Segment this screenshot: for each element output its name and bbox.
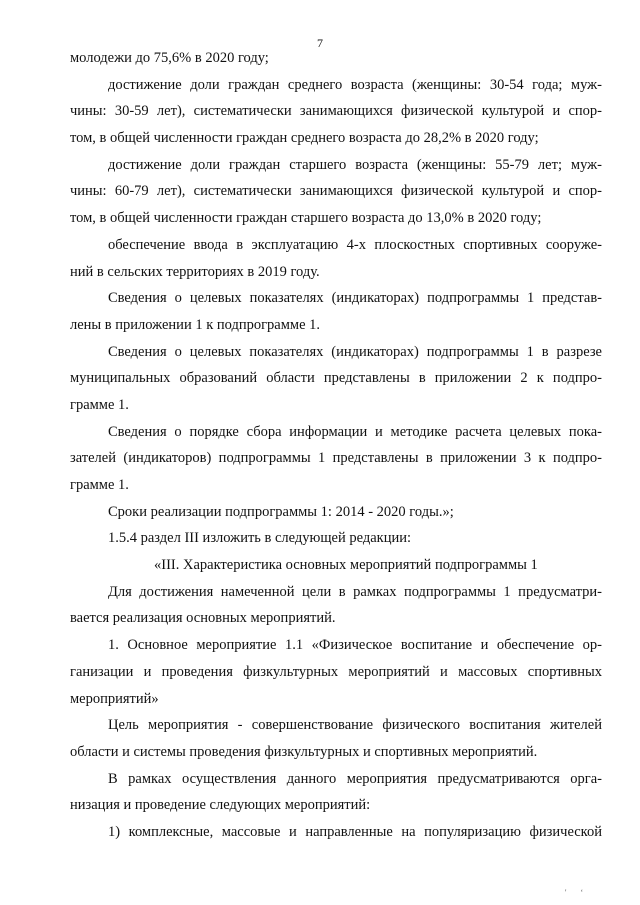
text-line: молодежи до 75,6% в 2020 году;	[70, 50, 269, 66]
text-line: зателей (индикаторов) подпрограммы 1 представлены в приложении 3 к подпро-	[70, 450, 602, 467]
text-line: В рамках осуществления данного мероприятия предусматриваются орга-	[108, 770, 602, 787]
text-line: 1) комплексные, массовые и направленные на популяризацию физической	[108, 823, 602, 840]
text-line: «III. Характеристика основных мероприятий подпрограммы 1	[154, 557, 538, 574]
text-line: низация и проведение следующих мероприятий:	[70, 797, 371, 814]
corner-marks: ' ‘	[565, 888, 590, 897]
text-line: грамме 1.	[70, 396, 129, 413]
text-line: достижение доли граждан среднего возраста (женщины: 30-54 года; муж-	[108, 76, 602, 93]
text-line: том, в общей численности граждан старшего возраста до 13,0% в 2020 году;	[70, 210, 542, 227]
text-line: лены в приложении 1 к подпрограмме 1.	[70, 316, 321, 333]
text-line: 1. Основное мероприятие 1.1 «Физическое воспитание и обеспечение ор-	[108, 637, 602, 654]
text-line: муниципальных образований области представлены в приложении 2 к подпро-	[70, 370, 602, 387]
page-number: 7	[317, 36, 323, 50]
text-line: Сведения о целевых показателях (индикаторах) подпрограммы 1 в разрезе	[108, 343, 602, 360]
text-line: вается реализация основных мероприятий.	[70, 610, 336, 627]
text-line: достижение доли граждан старшего возраста (женщины: 55-79 лет; муж-	[108, 156, 602, 173]
text-line: обеспечение ввода в эксплуатацию 4-х плоскостных спортивных сооруже-	[108, 236, 602, 253]
text-line: чины: 60-79 лет), систематически занимающихся физической культурой и спор-	[70, 183, 602, 200]
text-line: 1.5.4 раздел III изложить в следующей редакции:	[108, 530, 412, 547]
text-line: Сроки реализации подпрограммы 1: 2014 - 2020 годы.»;	[108, 503, 454, 520]
text-line: ганизации и проведения физкультурных мероприятий и массовых спортивных	[70, 663, 602, 680]
text-line: Для достижения намеченной цели в рамках подпрограммы 1 предусматри-	[108, 583, 602, 600]
text-line: том, в общей численности граждан среднего возраста до 28,2% в 2020 году;	[70, 130, 539, 147]
text-line: Цель мероприятия - совершенствование физического воспитания жителей	[108, 717, 602, 734]
text-line: Сведения о порядке сбора информации и методике расчета целевых пока-	[108, 423, 602, 440]
text-line: грамме 1.	[70, 477, 129, 493]
text-line: Сведения о целевых показателях (индикаторах) подпрограммы 1 представ-	[108, 290, 602, 307]
text-line: мероприятий»	[70, 690, 159, 707]
text-line: ний в сельских территориях в 2019 году.	[70, 263, 320, 280]
text-line: чины: 30-59 лет), систематически занимающихся физической культурой и спор-	[70, 103, 602, 120]
text-line: области и системы проведения физкультурных и спортивных мероприятий.	[70, 743, 538, 760]
body-text	[70, 45, 602, 846]
